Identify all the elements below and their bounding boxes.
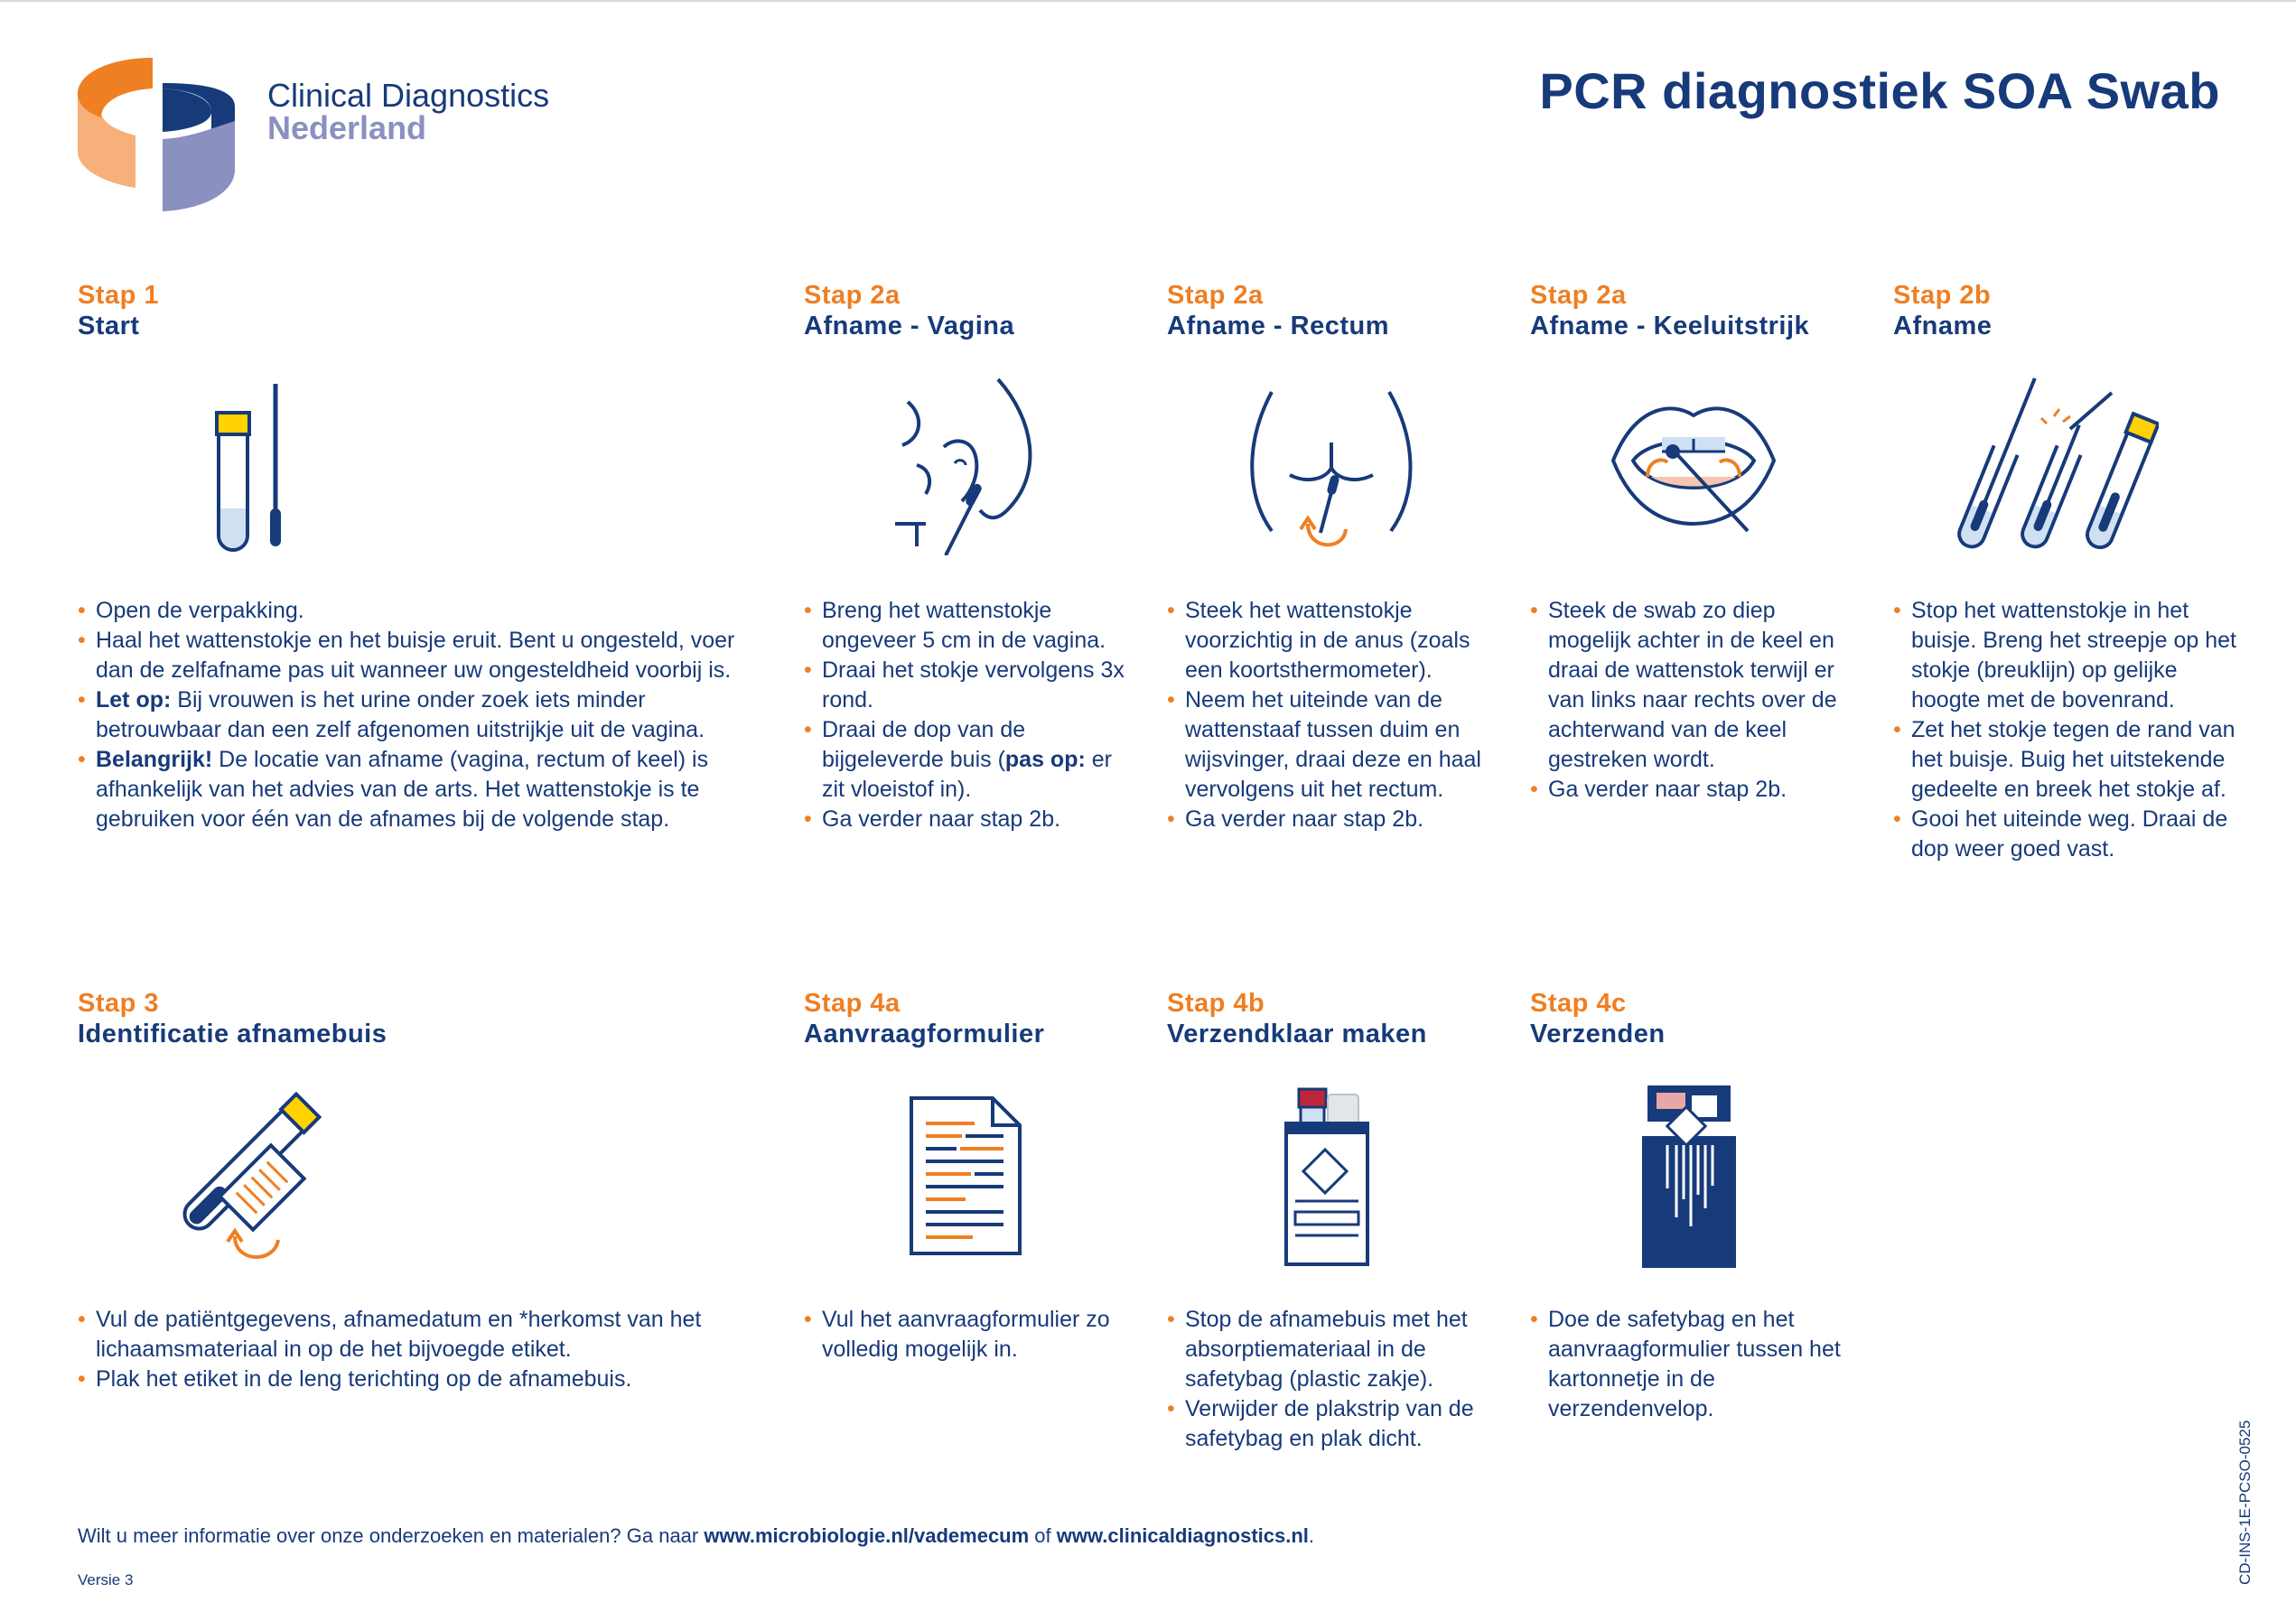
step-4a-heading xyxy=(804,988,1044,1049)
list-item: • Neem het uiteinde van de wattenstaaf tussen duim en wijsvinger, draai deze en haal vervolgens uit het rectum. xyxy=(1167,685,1510,805)
tube-and-swab-icon xyxy=(199,375,298,555)
list-item: • Open de verpakking. xyxy=(78,596,764,626)
step-2a-throat-instructions xyxy=(1530,596,1864,805)
list-item: • Breng het wattenstokje ongeveer 5 cm in de vagina. xyxy=(804,596,1129,656)
step-title: Verzenden xyxy=(1530,1020,1666,1048)
step-1-heading xyxy=(78,280,159,341)
list-item: • Steek de swab zo diep mogelijk achter in de keel en draai de wattenstok terwijl er van links naar rechts over de achterwand van de keel gestreken wordt. xyxy=(1530,596,1864,775)
list-item: • Vul het aanvraagformulier zo volledig mogelijk in. xyxy=(804,1305,1147,1365)
throat-swab-icon xyxy=(1608,397,1779,542)
step-title: Afname - Rectum xyxy=(1167,312,1389,340)
top-border xyxy=(0,0,2296,2)
step-4a-instructions xyxy=(804,1305,1147,1365)
step-number: Stap 2a xyxy=(1167,281,1264,310)
step-title: Start xyxy=(78,312,140,340)
envelope-icon xyxy=(1640,1082,1740,1272)
vaginal-swab-icon xyxy=(890,375,1052,555)
list-item: • Verwijder de plakstrip van de safetybag en plak dicht. xyxy=(1167,1394,1510,1454)
list-item: • Draai de dop van de bijgeleverde buis (pas op: er zit vloeistof in). xyxy=(804,715,1129,805)
step-title: Aanvraagformulier xyxy=(804,1020,1045,1048)
step-2a-vagina-heading xyxy=(804,280,1014,341)
step-number: Stap 4a xyxy=(804,989,901,1018)
brand-line-2: Nederland xyxy=(267,109,427,146)
step-1-instructions xyxy=(78,596,764,834)
step-title: Afname - Keeluitstrijk xyxy=(1530,312,1810,340)
list-item: • Gooi het uiteinde weg. Draai de dop weer goed vast. xyxy=(1893,805,2236,864)
step-number: Stap 1 xyxy=(78,281,160,310)
step-number: Stap 4b xyxy=(1167,989,1265,1018)
list-item: • Zet het stokje tegen de rand van het buisje. Buig het uitstekende gedeelte en breek het stokje af. xyxy=(1893,715,2236,805)
list-item: • Let op: Bij vrouwen is het urine onder zoek iets minder betrouwbaar dan een zelf afgenomen uitstrijkje uit de vagina. xyxy=(78,685,764,745)
list-item: • Ga verder naar stap 2b. xyxy=(1530,775,1864,805)
rectal-swab-icon xyxy=(1245,388,1416,569)
step-title: Identificatie afnamebuis xyxy=(78,1020,387,1048)
version-label: Versie 3 xyxy=(78,1571,134,1588)
list-item: • Stop de afnamebuis met het absorptiemateriaal in de safetybag (plastic zakje). xyxy=(1167,1305,1510,1394)
step-4c-heading xyxy=(1530,988,1666,1049)
document-code: CD-INS-1E-PCSO-0525 xyxy=(2236,1420,2254,1585)
step-2a-vagina-instructions xyxy=(804,596,1129,834)
list-item: • Plak het etiket in de leng terichting op de afnamebuis. xyxy=(78,1365,728,1394)
document-title: PCR diagnostiek SOA Swab xyxy=(1539,62,2220,119)
request-form-icon xyxy=(908,1095,1025,1257)
step-4b-heading xyxy=(1167,988,1427,1049)
list-item: • Haal het wattenstokje en het buisje eruit. Bent u ongesteld, voer dan de zelfafname pas uit wanneer uw ongesteldheid voorbij is. xyxy=(78,626,764,685)
list-item: • Doe de safetybag en het aanvraagformulier tussen het kartonnetje in de verzendenvelop. xyxy=(1530,1305,1864,1424)
step-title: Afname xyxy=(1893,312,1993,340)
list-item: • Ga verder naar stap 2b. xyxy=(1167,805,1510,834)
step-number: Stap 2a xyxy=(1530,281,1627,310)
step-2b-instructions xyxy=(1893,596,2236,864)
list-item: • Draai het stokje vervolgens 3x rond. xyxy=(804,656,1129,715)
step-3-heading xyxy=(78,988,387,1049)
step-number: Stap 3 xyxy=(78,989,160,1018)
list-item: • Vul de patiëntgegevens, afnamedatum en *herkomst van het lichaamsmateriaal in op de het bijvoegde etiket. xyxy=(78,1305,728,1365)
step-2a-throat-heading xyxy=(1530,280,1809,341)
step-3-instructions xyxy=(78,1305,728,1394)
step-2b-heading xyxy=(1893,280,1992,341)
label-tube-icon xyxy=(163,1088,325,1269)
list-item: • Steek het wattenstokje voorzichtig in de anus (zoals een koortsthermometer). xyxy=(1167,596,1510,685)
step-4b-instructions xyxy=(1167,1305,1510,1454)
step-number: Stap 2a xyxy=(804,281,901,310)
footer-info: Wilt u meer informatie over onze onderzoeken en materialen? Ga naar www.microbiologie.nl/vademecum of www.clinicaldiagnostics.nl. xyxy=(78,1524,1315,1547)
step-4c-instructions xyxy=(1530,1305,1864,1424)
safety-bag-icon xyxy=(1283,1084,1373,1269)
break-swab-icon xyxy=(1951,366,2159,555)
brand-line-1: Clinical Diagnostics xyxy=(267,77,550,114)
step-2a-rectum-instructions xyxy=(1167,596,1510,834)
step-2a-rectum-heading xyxy=(1167,280,1389,341)
step-number: Stap 4c xyxy=(1530,989,1627,1018)
step-title: Verzendklaar maken xyxy=(1167,1020,1427,1048)
vademecum-link[interactable]: www.microbiologie.nl/vademecum xyxy=(704,1524,1030,1547)
list-item: • Belangrijk! De locatie van afname (vagina, rectum of keel) is afhankelijk van het advies van de arts. Het wattenstokje is te gebruiken voor één van de afnames bij de volgende stap. xyxy=(78,745,764,834)
list-item: • Stop het wattenstokje in het buisje. Breng het streepje op het stokje (breuklijn) op gelijke hoogte met de bovenrand. xyxy=(1893,596,2236,715)
clinicaldiagnostics-link[interactable]: www.clinicaldiagnostics.nl xyxy=(1056,1524,1309,1547)
brand-name xyxy=(267,79,549,144)
step-title: Afname - Vagina xyxy=(804,312,1015,340)
list-item: • Ga verder naar stap 2b. xyxy=(804,805,1129,834)
step-number: Stap 2b xyxy=(1893,281,1992,310)
clinical-diagnostics-logo xyxy=(76,52,238,215)
